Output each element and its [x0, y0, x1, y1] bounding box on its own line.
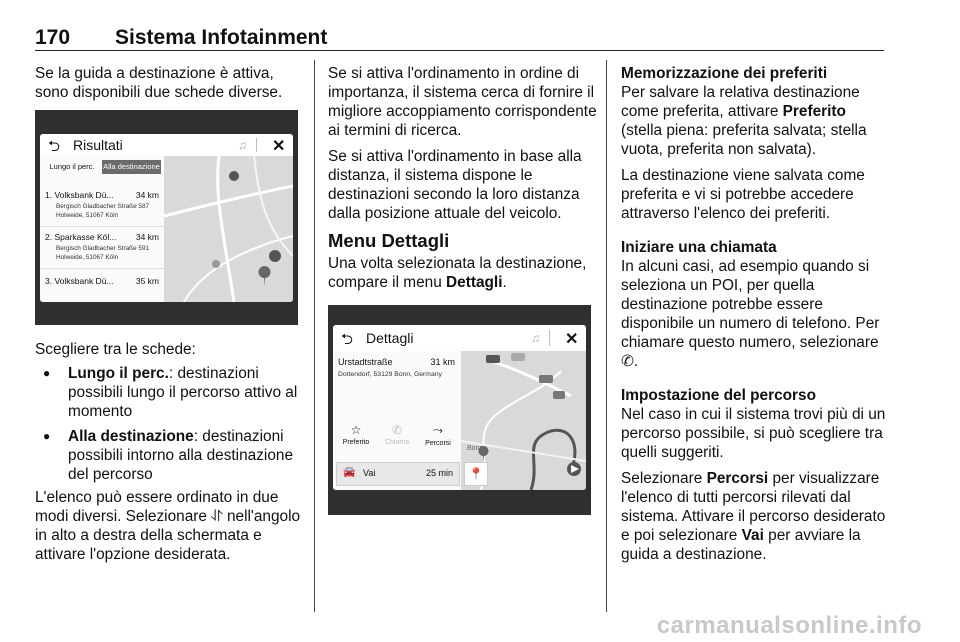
back-arrow-icon[interactable]: ⮌: [48, 138, 61, 155]
favorites-text-before: Per salvare la relativa destinazione come preferita, attivare: [621, 84, 860, 120]
titlebar-divider: [549, 330, 550, 346]
tab-lungo-il-perc[interactable]: Lungo il perc.: [49, 162, 95, 171]
call-label: Chiama: [384, 439, 410, 446]
sort-paragraph: [35, 488, 303, 564]
details-title: Dettagli: [366, 330, 414, 346]
bullet-term: Alla destinazione: [68, 428, 194, 445]
result-distance: 34 km: [135, 232, 159, 242]
pin-icon: 📍: [468, 467, 484, 481]
details-text-after: .: [502, 274, 507, 291]
result-row[interactable]: [40, 272, 164, 296]
travel-time: 25 min: [425, 468, 453, 478]
favorite-label: Preferito: [342, 439, 370, 446]
route-paragraph: Nel caso in cui il sistema trovi più di un percorso possibile, si può scegliere tra quelli suggeriti.: [621, 406, 886, 461]
details-titlebar: [333, 325, 586, 352]
results-tabs: [40, 156, 164, 178]
favorites-saved-paragraph: La destinazione viene salvata come preferita e vi si potrebbe accedere attraverso l'elenco dei preferiti.: [621, 167, 865, 222]
sort-icon: ⥯: [211, 508, 223, 525]
destination-distance: 31 km: [430, 357, 455, 367]
results-title: Risultati: [73, 137, 123, 153]
phone-icon: ✆: [621, 353, 634, 370]
results-titlebar: [40, 134, 293, 157]
map-pin-button[interactable]: [464, 462, 488, 486]
routes-paragraph: [621, 469, 889, 564]
column-2: [328, 64, 598, 299]
routes-text-mid: per visualizzare l'elenco di tutti percorsi rilevati dal sistema. Attivare il percorso desiderato e poi selezionare: [621, 470, 886, 544]
favorites-heading: Memorizzazione dei preferiti: [621, 65, 828, 82]
result-address-line2: Holweide, 51067 Köln: [56, 212, 119, 219]
details-heading: Menu Dettagli: [328, 230, 450, 251]
routes-text-before: Selezionare: [621, 470, 707, 487]
routes-term: Percorsi: [706, 470, 769, 487]
car-icon: 🚘: [343, 467, 356, 478]
call-text-before: In alcuni casi, ad esempio quando si seleziona un POI, per quella destinazione potrebbe essere disponibile un numero di telefono. Per chiamare questo numero, selezionare: [621, 258, 880, 351]
music-note-icon[interactable]: ♫: [238, 138, 247, 152]
result-distance: 34 km: [135, 190, 159, 200]
details-panel: [333, 351, 461, 490]
bullet-lungo-il-perc: [35, 364, 303, 421]
destination-address: Dottendorf, 53129 Bonn, Germany: [338, 371, 442, 378]
bullet-description: : destinazioni possibili intorno alla destinazione del percorso: [68, 428, 294, 483]
details-text-before: Una volta selezionata la destinazione, compare il menu: [328, 255, 587, 291]
back-arrow-icon[interactable]: ⮌: [341, 331, 354, 348]
result-distance: 35 km: [135, 276, 159, 286]
page-title: Sistema Infotainment: [115, 26, 328, 49]
column-divider-2: [606, 60, 607, 612]
choose-tabs-text: Scegliere tra le schede:: [35, 341, 196, 358]
result-name: 3. Volksbank Dü...: [45, 276, 114, 286]
routes-text-after: per avviare la guida a destinazione.: [621, 527, 861, 563]
results-map[interactable]: [164, 156, 293, 302]
close-icon[interactable]: ✕: [565, 331, 579, 348]
intro-paragraph: Se la guida a destinazione è attiva, sono disponibili due schede diverse.: [35, 65, 283, 101]
sort-text-after: nell'angolo in alto a destra della schermata e attivare l'opzione desiderata.: [35, 508, 301, 563]
details-screen: [333, 325, 586, 490]
go-button[interactable]: [336, 462, 460, 486]
routes-button[interactable]: [419, 423, 457, 447]
result-address-line2: Holweide, 51067 Köln: [56, 254, 119, 261]
favorites-term: Preferito: [782, 103, 846, 120]
details-screenshot: [328, 305, 591, 515]
bullet-description: : destinazioni possibili lungo il percorso attivo al momento: [68, 365, 298, 420]
column-1: [35, 64, 303, 109]
favorites-paragraph: [621, 83, 889, 159]
result-name: 1. Volksbank Dü...: [45, 190, 114, 200]
favorites-text-after: (stella piena: preferita salvata; stella vuota, preferita non salvata).: [621, 122, 867, 158]
destination-street: Urstadtstraße: [338, 357, 393, 367]
column-3: [621, 64, 889, 571]
column-1-lower: [35, 340, 303, 571]
result-address-line1: Bergisch Gladbacher Straße 591: [56, 245, 150, 252]
details-term: Dettagli: [446, 274, 503, 291]
routes-icon: ⤳: [433, 423, 443, 437]
distance-paragraph: Se si attiva l'ordinamento in base alla distanza, il sistema dispone le destinazioni secondo la loro distanza dalla posizione attuale del veicolo.: [328, 148, 582, 222]
routes-label: Percorsi: [425, 440, 451, 447]
titlebar-divider: [256, 138, 257, 152]
close-icon[interactable]: ✕: [272, 138, 286, 155]
results-screen: [40, 134, 293, 302]
importance-paragraph: Se si attiva l'ordinamento in ordine di importanza, il sistema cerca di fornire il migliore accoppiamento corrispondente ai termini di ricerca.: [328, 65, 597, 139]
bullet-alla-destinazione: [35, 427, 303, 484]
star-icon: ☆: [350, 423, 362, 437]
results-screenshot: [35, 110, 298, 325]
result-row[interactable]: [40, 186, 164, 227]
header-rule: [35, 50, 884, 51]
watermark: carmanualsonline.info: [656, 612, 922, 639]
result-row[interactable]: [40, 228, 164, 269]
details-intro: [328, 254, 598, 292]
go-term: Vai: [741, 527, 764, 544]
column-divider-1: [314, 60, 315, 612]
call-button[interactable]: [378, 423, 416, 446]
route-heading: Impostazione del percorso: [621, 387, 816, 404]
bullet-term: Lungo il perc.: [68, 365, 169, 382]
result-name: 2. Sparkasse Köl...: [45, 232, 117, 242]
call-paragraph: [621, 257, 889, 371]
go-label: Vai: [363, 468, 376, 478]
page-number: 170: [35, 26, 71, 49]
music-note-icon[interactable]: ♫: [531, 331, 540, 345]
result-address-line1: Bergisch Gladbacher Straße 587: [56, 203, 150, 210]
tab-alla-destinazione[interactable]: Alla destinazione: [102, 160, 161, 174]
results-list: [40, 156, 164, 302]
phone-icon: ✆: [391, 423, 403, 437]
call-text-after: .: [633, 353, 639, 370]
favorite-button[interactable]: [337, 423, 375, 446]
map-city-label: Bonn: [467, 445, 484, 452]
sort-text-before: L'elenco può essere ordinato in due modi diversi. Selezionare: [35, 489, 279, 525]
call-heading: Iniziare una chiamata: [621, 239, 777, 256]
map-roads: [164, 156, 293, 302]
